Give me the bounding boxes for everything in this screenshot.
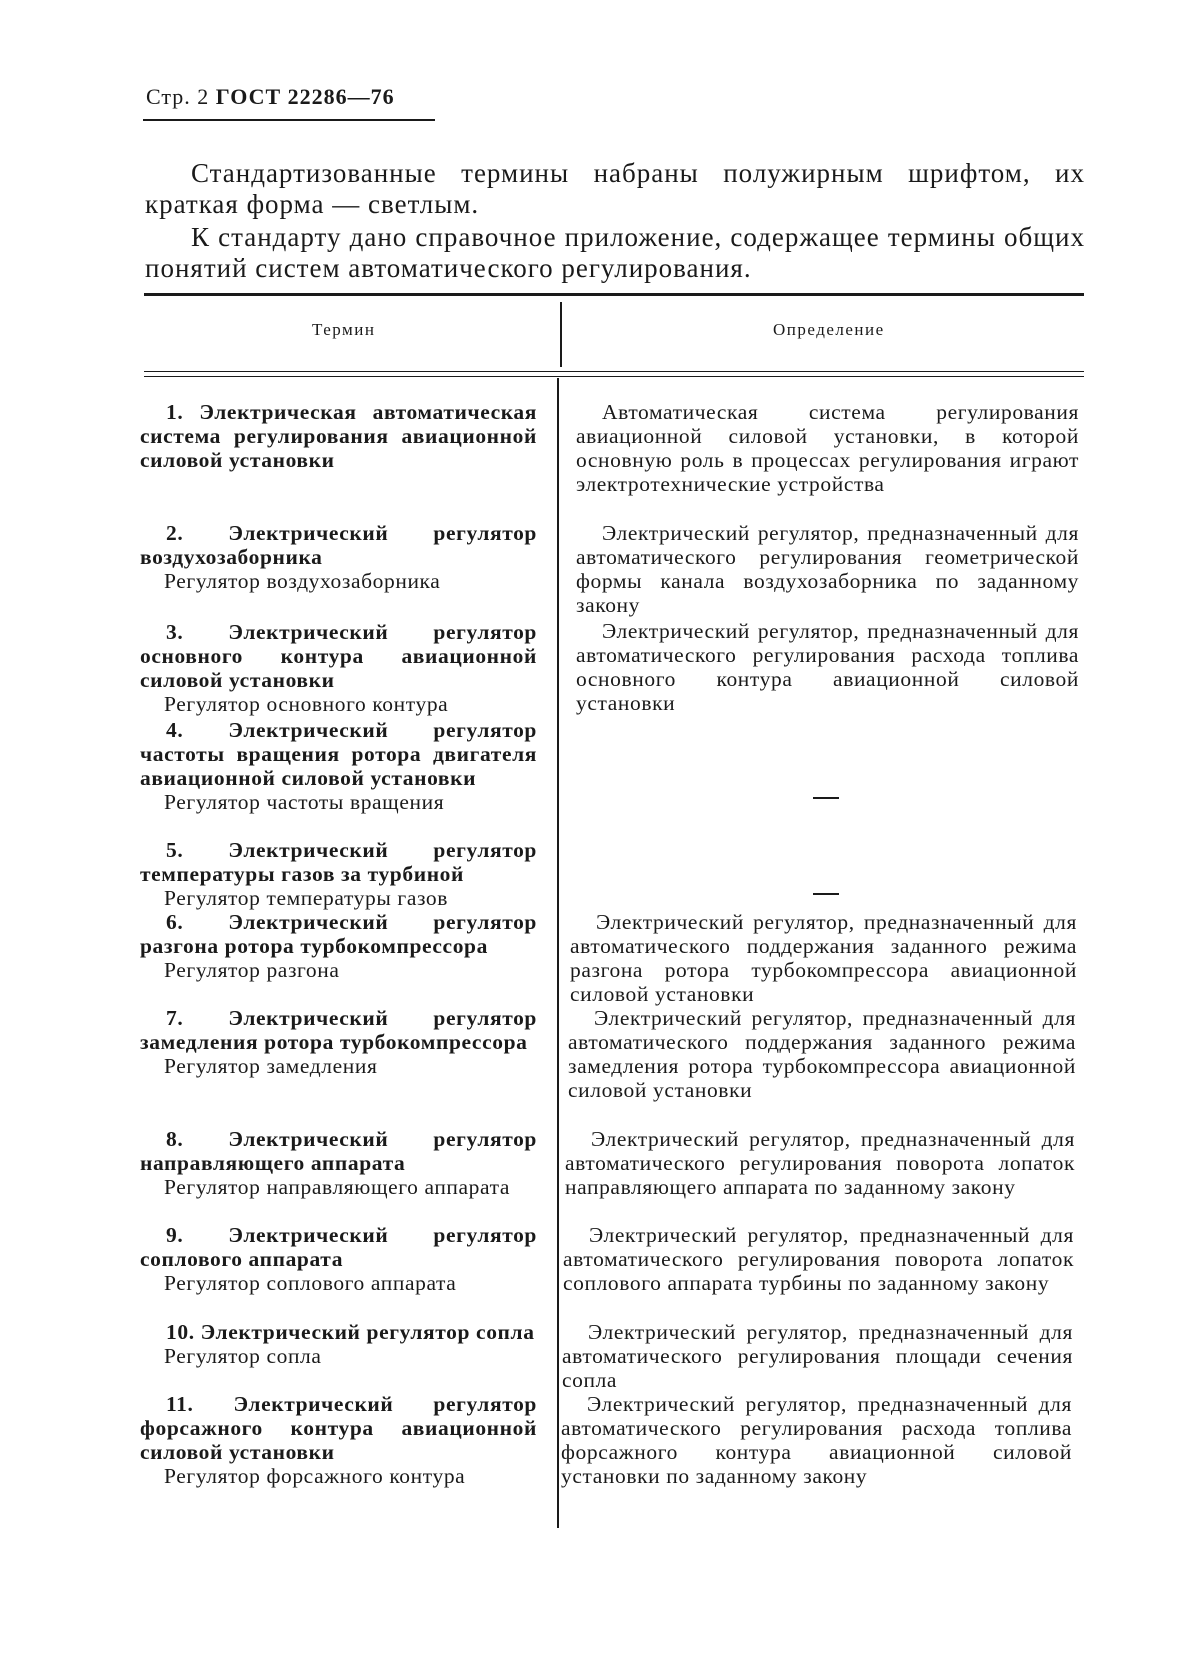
term-cell <box>140 400 537 472</box>
term-cell <box>140 620 537 716</box>
definition-cell: Электрический регулятор, предназначенный для автоматического регулирования поворота лопаток соплового аппарата турбины по заданному закону <box>563 1223 1074 1295</box>
term-short-form: Регулятор сопла <box>164 1344 322 1368</box>
term-text: 5. Электрический регулятор температуры газов за турбиной <box>140 838 537 886</box>
term-short-form: Регулятор воздухозаборника <box>164 569 441 593</box>
term-text: 4. Электрический регулятор частоты вращения ротора двигателя авиационной силовой установки <box>140 718 537 790</box>
term-text: 2. Электрический регулятор воздухозаборника <box>140 521 537 569</box>
term-text: 1. Электрическая автоматическая система регулирования авиационной силовой установки <box>140 400 537 472</box>
intro-paragraph-1: Стандартизованные термины набраны полужирным шрифтом, их краткая форма — светлым. <box>145 158 1085 219</box>
definition-cell: Электрический регулятор, предназначенный для автоматического регулирования расхода топлива форсажного контура авиационной силовой установки по заданному закону <box>561 1392 1072 1488</box>
term-text: 8. Электрический регулятор направляющего аппарата <box>140 1127 537 1175</box>
term-text: 11. Электрический регулятор форсажного контура авиационной силовой установки <box>140 1392 537 1464</box>
definition-cell: Электрический регулятор, предназначенный для автоматического регулирования расхода топлива основного контура авиационной силовой установки <box>576 619 1079 715</box>
term-cell <box>140 521 537 593</box>
term-cell <box>140 838 537 910</box>
term-cell <box>140 1127 537 1199</box>
table-header-rule <box>144 371 1084 372</box>
term-text: 9. Электрический регулятор соплового аппарата <box>140 1223 537 1271</box>
term-cell <box>140 1006 537 1078</box>
intro-text <box>145 158 1085 284</box>
term-cell <box>140 1320 537 1368</box>
term-cell <box>140 1392 537 1488</box>
term-short-form: Регулятор направляющего аппарата <box>164 1175 511 1199</box>
column-header-term: Термин <box>312 320 376 339</box>
definition-dash <box>813 797 839 799</box>
header-column-separator <box>560 302 562 367</box>
term-text: 6. Электрический регулятор разгона ротора турбокомпрессора <box>140 910 537 958</box>
term-short-form: Регулятор частоты вращения <box>164 790 445 814</box>
term-cell <box>140 1223 537 1295</box>
body-column-separator <box>557 378 559 1528</box>
document-id: ГОСТ 22286—76 <box>215 84 395 109</box>
page-number: Стр. 2 <box>146 84 210 109</box>
term-cell <box>140 910 537 982</box>
term-short-form: Регулятор форсажного контура <box>164 1464 466 1488</box>
definition-cell: Электрический регулятор, предназначенный для автоматического регулирования геометрической формы канала воздухозаборника по заданному закону <box>576 521 1079 617</box>
term-short-form: Регулятор замедления <box>164 1054 378 1078</box>
header-rule <box>143 119 435 121</box>
definition-cell: Электрический регулятор, предназначенный для автоматического поддержания заданного режима замедления ротора турбокомпрессора авиационной силовой установки <box>568 1006 1076 1102</box>
term-short-form: Регулятор разгона <box>164 958 340 982</box>
table-top-rule <box>144 293 1084 296</box>
definition-cell: Электрический регулятор, предназначенный для автоматического регулирования площади сечения сопла <box>562 1320 1073 1392</box>
definition-cell: Автоматическая система регулирования авиационной силовой установки, в которой основную роль в процессах регулирования играют электротехнические устройства <box>576 400 1079 496</box>
term-short-form: Регулятор основного контура <box>164 692 449 716</box>
page-header <box>146 84 395 110</box>
term-cell <box>140 718 537 814</box>
column-header-definition: Определение <box>773 320 885 339</box>
term-text: 10. Электрический регулятор сопла <box>166 1320 535 1344</box>
term-short-form: Регулятор соплового аппарата <box>164 1271 457 1295</box>
intro-paragraph-2: К стандарту дано справочное приложение, содержащее термины общих понятий систем автоматического регулирования. <box>145 222 1085 283</box>
table-header-rule <box>144 376 1084 377</box>
definition-cell: Электрический регулятор, предназначенный для автоматического поддержания заданного режима разгона ротора турбокомпрессора авиационной силовой установки <box>570 910 1077 1006</box>
definition-dash <box>813 893 839 895</box>
term-short-form: Регулятор температуры газов <box>164 886 449 910</box>
term-text: 7. Электрический регулятор замедления ротора турбокомпрессора <box>140 1006 537 1054</box>
term-text: 3. Электрический регулятор основного контура авиационной силовой установки <box>140 620 537 692</box>
definition-cell: Электрический регулятор, предназначенный для автоматического регулирования поворота лопаток направляющего аппарата по заданному закону <box>565 1127 1075 1199</box>
